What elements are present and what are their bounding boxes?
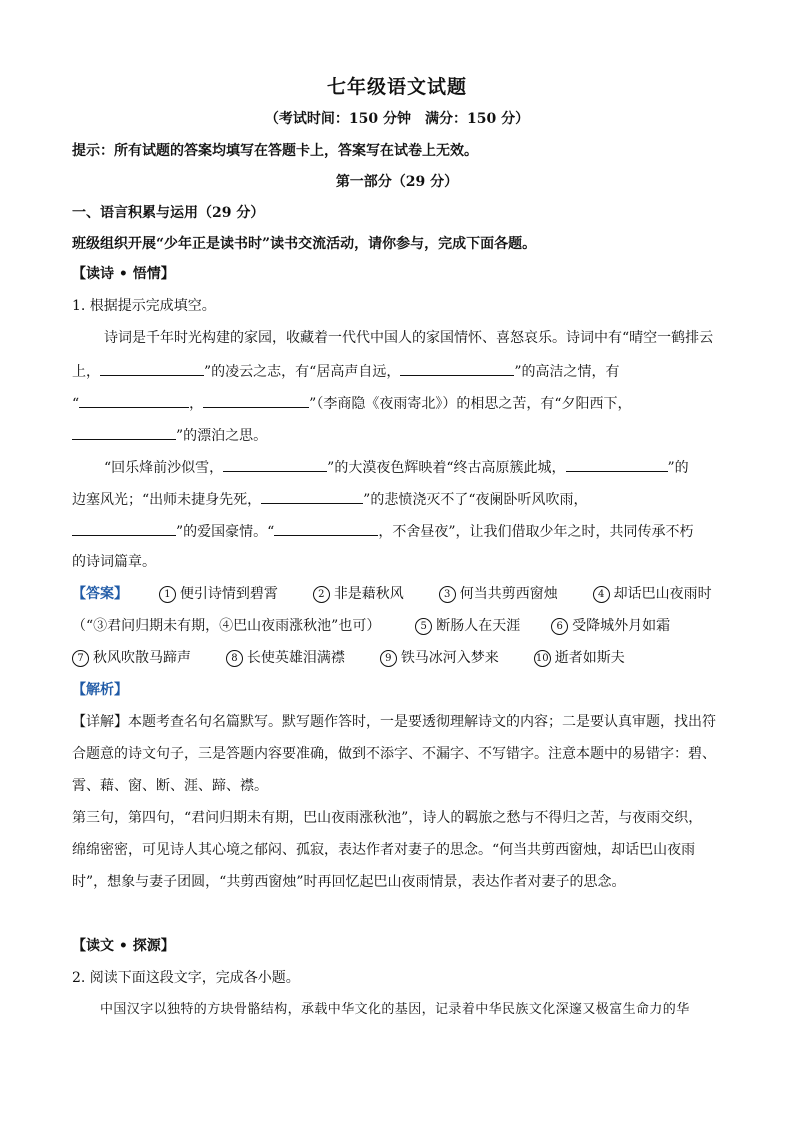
answer-item: 长使英雄泪满襟	[246, 650, 345, 666]
answer-number: 6	[551, 618, 568, 635]
answer-number: 7	[72, 650, 89, 667]
answer-item: 却话巴山夜雨时	[613, 586, 712, 602]
answer-number: 5	[415, 618, 432, 635]
exam-tip: 提示：所有试题的答案均填写在答题卡上，答案写在试卷上无效。	[72, 143, 478, 159]
analysis-line-5: 绵绵密密，可见诗人其心境之郁闷、孤寂，表达作者对妻子的思念。“何当共剪西窗烛，却话巴山夜雨	[72, 842, 696, 858]
paragraph-2-line-3: ”的爱国豪情。“ ，不舍昼夜”，让我们借取少年之时，共同传承不朽	[72, 520, 693, 542]
answer-number: 9	[380, 650, 397, 667]
answer-number: 3	[439, 586, 456, 603]
analysis-line-6: 时”，想象与妻子团圆，“共剪西窗烛”时再回忆起巴山夜雨情景，表达作者对妻子的思念。	[72, 874, 626, 890]
answer-item: 断肠人在天涯	[436, 618, 521, 634]
paragraph-2-line-1: “回乐烽前沙似雪， ”的大漠夜色辉映着“终古高原簇此城， ”的	[104, 456, 689, 478]
paragraph-1-line-3: “ ， ”（李商隐《夜雨寄北》）的相思之苦，有“夕阳西下，	[72, 392, 632, 414]
fill-blank-10[interactable]	[274, 520, 378, 536]
text-block-tag: 【读文 • 探源】	[72, 938, 175, 954]
answer-item: 便引诗情到碧霄	[179, 586, 278, 602]
answer-note: （“③君问归期未有期，④巴山夜雨涨秋池”也可）	[72, 618, 381, 634]
analysis-line-1: 【详解】本题考查名句名篇默写。默写题作答时，一是要透彻理解诗文的内容；二是要认真审题，找出符	[72, 714, 716, 730]
task-instruction: 班级组织开展“少年正是读书时”读书交流活动，请你参与，完成下面各题。	[72, 236, 537, 252]
part-heading: 第一部分（29 分）	[335, 174, 459, 190]
passage-line-1: 中国汉字以独特的方块骨骼结构，承载中华文化的基因，记录着中华民族文化深邃又极富生命力的华	[100, 1002, 690, 1017]
answer-item: 非是藉秋风	[333, 586, 404, 602]
question-2: 2. 阅读下面这段文字，完成各小题。	[72, 970, 300, 986]
analysis-line-2: 合题意的诗文句子，三是答题内容要准确，做到不添字、不漏字、不写错字。注意本题中的易错字：碧、	[72, 746, 716, 762]
question-1: 1. 根据提示完成填空。	[72, 298, 216, 314]
fill-blank-7[interactable]	[566, 456, 668, 472]
answer-number: 1	[159, 586, 176, 603]
paragraph-1-line-1: 诗词是千年时光构建的家园，收藏着一代代中国人的家国情怀、喜怒哀乐。诗词中有“晴空一鹤排云	[104, 330, 714, 346]
answer-item: 逝者如斯夫	[554, 650, 625, 666]
paragraph-1-line-2: 上， ”的凌云之志，有“居高声自远， ”的高洁之情，有	[72, 360, 620, 382]
exam-title: 七年级语文试题	[326, 76, 467, 98]
answer-number: 2	[313, 586, 330, 603]
answer-row-2	[72, 616, 670, 636]
answer-number: 4	[593, 586, 610, 603]
answer-item: 何当共剪西窗烛	[459, 586, 558, 602]
fill-blank-8[interactable]	[261, 488, 363, 504]
fill-blank-4[interactable]	[203, 392, 309, 408]
section-heading: 一、语言积累与运用（29 分）	[72, 205, 265, 221]
fill-blank-2[interactable]	[400, 360, 514, 376]
fill-blank-9[interactable]	[72, 520, 176, 536]
answer-number: 10	[534, 650, 551, 667]
fill-blank-1[interactable]	[100, 360, 204, 376]
analysis-line-3: 霄、藉、窗、断、涯、蹄、襟。	[72, 778, 268, 794]
exam-subtitle: （考试时间：150 分钟 满分：150 分）	[264, 111, 530, 127]
paragraph-2-line-4: 的诗词篇章。	[72, 554, 156, 570]
paragraph-1-line-4: ”的漂泊之思。	[72, 424, 267, 446]
answer-item: 秋风吹散马蹄声	[93, 650, 191, 666]
fill-blank-6[interactable]	[223, 456, 327, 472]
answer-item: 铁马冰河入梦来	[400, 650, 499, 666]
poem-block-tag: 【读诗 • 悟情】	[72, 266, 175, 282]
answer-label: 【答案】	[72, 586, 128, 602]
answer-item: 受降城外月如霜	[572, 618, 671, 634]
fill-blank-5[interactable]	[72, 424, 176, 440]
analysis-line-4: 第三句，第四句，“君问归期未有期，巴山夜雨涨秋池”，诗人的羁旅之愁与不得归之苦，与夜雨交织，	[72, 810, 703, 826]
answer-number: 8	[226, 650, 243, 667]
fill-blank-3[interactable]	[79, 392, 189, 408]
paragraph-2-line-2: 边塞风光；“出师未捷身先死， ”的悲愤浇灭不了“夜阑卧听风吹雨，	[72, 488, 588, 510]
analysis-label: 【解析】	[72, 682, 128, 698]
answer-row-3	[72, 648, 625, 668]
answer-row-1	[72, 584, 712, 604]
